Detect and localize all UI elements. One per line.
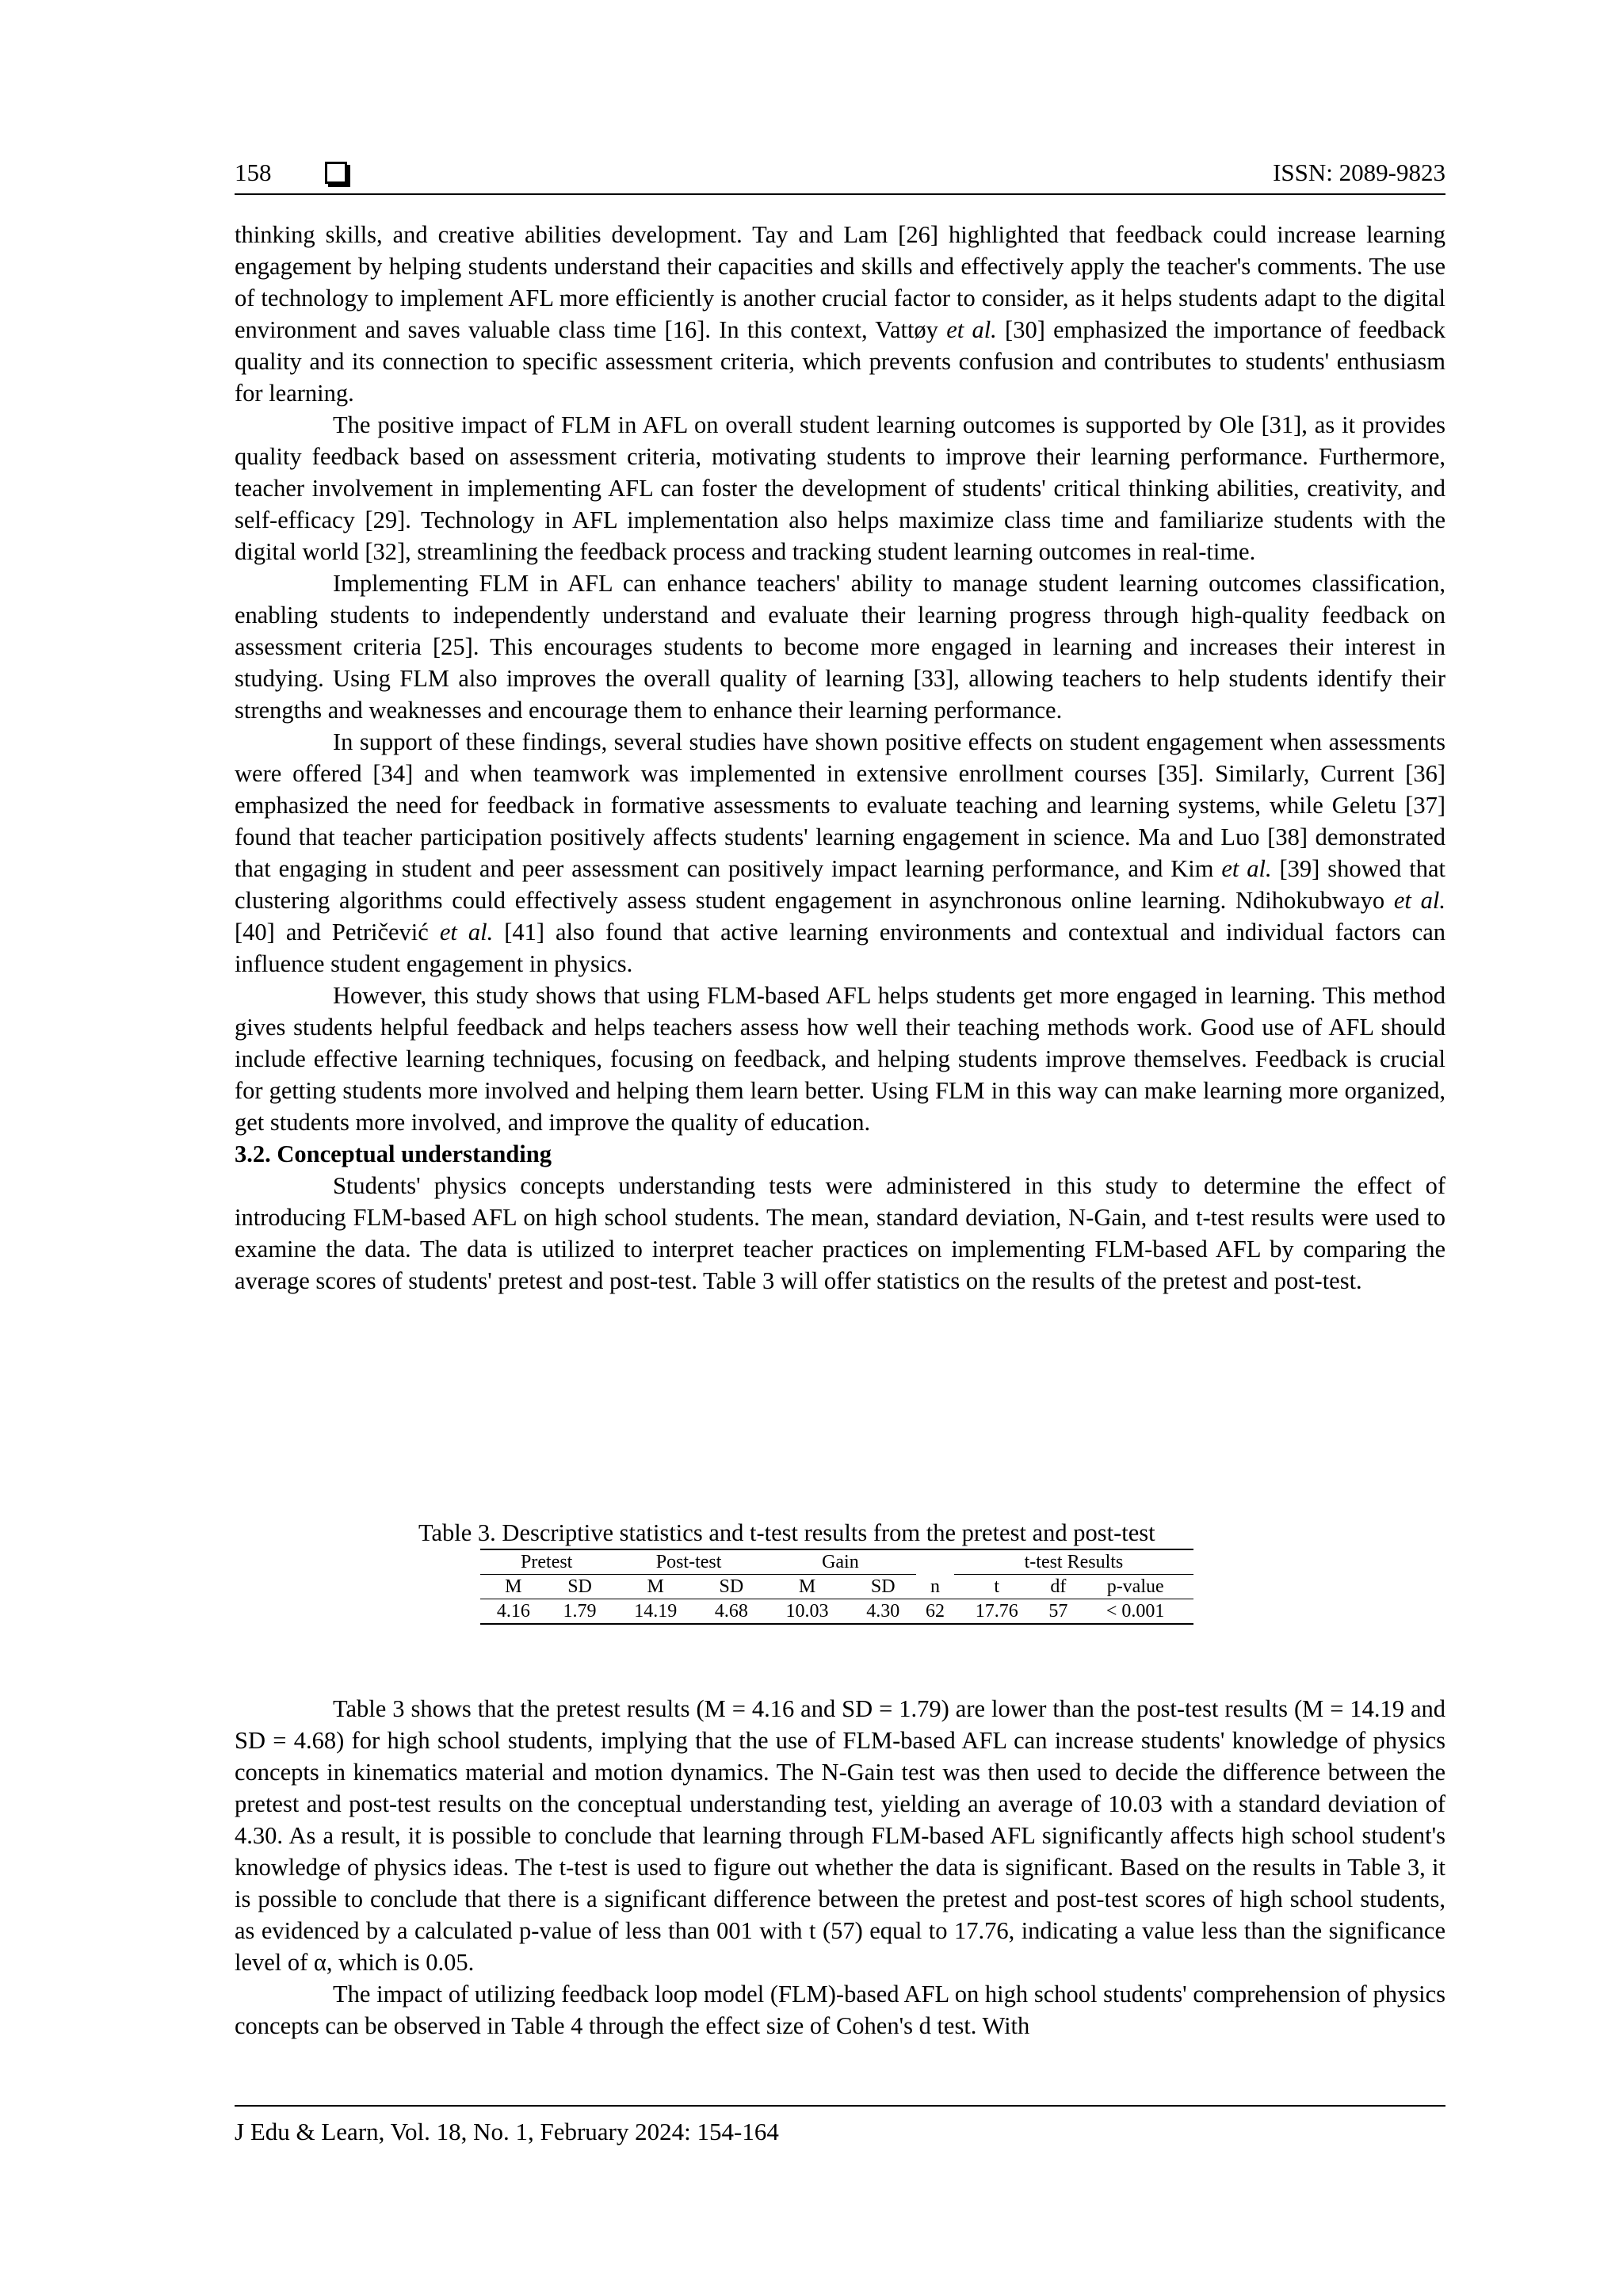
footer-citation: J Edu & Learn, Vol. 18, No. 1, February 2024: 154-164 [235, 2118, 779, 2145]
sub-header: M [647, 1576, 664, 1597]
sub-header: SD [567, 1576, 592, 1597]
table-cell: 4.30 [850, 1599, 916, 1625]
table-cell: 14.19 [613, 1599, 698, 1625]
main-text-continued [235, 1693, 1445, 2042]
table-group-header-row [480, 1549, 1193, 1575]
paragraph-7: Table 3 shows that the pretest results (M = 4.16 and SD = 1.79) are lower than the post-test results (M = 14.19 and SD = 4.68) for high school students, implying that the use of FLM-based AFL can increase students' knowledge of physics concepts in kinematics material and motion dynamics. The N-Gain test was then used to decide the difference between the pretest and post-test results on the conceptual understanding test, yielding an average of 10.03 with a standard deviation of 4.30. As a result, it is possible to conclude that learning through FLM-based AFL significantly affects high school student's knowledge of physics ideas. The t-test is used to figure out whether the data is significant. Based on the results in Table 3, it is possible to conclude that there is a significant difference between the pretest and post-test scores of high school students, as evidenced by a calculated p-value of less than 001 with t (57) equal to 17.76, indicating a value less than the significance level of α, which is 0.05. [235, 1695, 1445, 1976]
issn-label: ISSN: 2089-9823 [1273, 159, 1445, 186]
table-cell: 10.03 [765, 1599, 850, 1625]
paragraph-1: thinking skills, and creative abilities development. Tay and Lam [26] highlighted that feedback could increase learning engagement by helping students understand their capacities and skills and effectively apply the teacher's comments. The use of technology to implement AFL more efficiently is another crucial factor to consider, as it helps students adapt to the digital environment and saves valuable class time [16]. In this context, Vattøy et al. [30] emphasized the importance of feedback quality and its connection to specific assessment criteria, which prevents confusion and contributes to students' enthusiasm for learning. [235, 221, 1445, 407]
group-header-ttest: t-test Results [954, 1549, 1193, 1575]
table-cell: < 0.001 [1077, 1599, 1193, 1625]
sub-header: p-value [1106, 1576, 1164, 1597]
paragraph-8: The impact of utilizing feedback loop model (FLM)-based AFL on high school students' comprehension of physics concepts can be observed in Table 4 through the effect size of Cohen's d test. With [235, 1981, 1445, 2039]
paragraph-5: However, this study shows that using FLM-based AFL helps students get more engaged in learning. This method gives students helpful feedback and helps teachers assess how well their teaching methods work. Good use of AFL should include effective learning techniques, focusing on feedback, and helping students improve themselves. Feedback is crucial for getting students more involved and helping them learn better. Using FLM in this way can make learning more organized, get students more involved, and improve the quality of education. [235, 982, 1445, 1136]
paragraph-3: Implementing FLM in AFL can enhance teachers' ability to manage student learning outcomes classification, enabling students to independently understand and evaluate their learning progress through high-quality feedback on assessment criteria [25]. This encourages students to become more engaged in learning and increases their interest in studying. Using FLM also improves the overall quality of learning [33], allowing teachers to help students identify their strengths and weaknesses and encourage them to enhance their learning performance. [235, 570, 1445, 724]
page-footer [235, 2105, 1445, 2145]
sub-header: df [1050, 1576, 1067, 1597]
table-cell: 1.79 [547, 1599, 613, 1625]
group-header-pretest: Pretest [480, 1549, 613, 1575]
table-cell: 4.16 [480, 1599, 547, 1625]
page-number: 158 [235, 159, 272, 186]
table-cell: 57 [1040, 1599, 1078, 1625]
sub-header: M [798, 1576, 816, 1597]
section-heading: 3.2. Conceptual understanding [235, 1140, 552, 1167]
paragraph-4: In support of these findings, several studies have shown positive effects on student engagement when assessments were offered [34] and when teamwork was implemented in extensive enrollment courses [35]. Similarly, Current [36] emphasized the need for feedback in formative assessments to evaluate teaching and learning systems, while Geletu [37] found that teacher participation positively affects students' learning engagement in science. Ma and Luo [38] demonstrated that engaging in student and peer assessment can positively impact learning performance, and Kim et al. [39] showed that clustering algorithms could effectively assess student engagement in asynchronous online learning. Ndihokubwayo et al. [40] and Petričević et al. [41] also found that active learning environments and contextual and individual factors can influence student engagement in physics. [235, 728, 1445, 977]
paragraph-2: The positive impact of FLM in AFL on overall student learning outcomes is supported by Ole [31], as it provides quality feedback based on assessment criteria, motivating students to improve their learning performance. Furthermore, teacher involvement in implementing AFL can foster the development of students' critical thinking abilities, creativity, and self-efficacy [29]. Technology in AFL implementation also helps maximize class time and familiarize students with the digital world [32], streamlining the feedback process and tracking student learning outcomes in real-time. [235, 411, 1445, 565]
table-caption: Table 3. Descriptive statistics and t-test results from the pretest and post-test [418, 1519, 1155, 1546]
table-cell: 4.68 [698, 1599, 765, 1625]
table-row [480, 1599, 1193, 1625]
paragraph-6: Students' physics concepts understanding tests were administered in this study to determine the effect of introducing FLM-based AFL on high school students. The mean, standard deviation, N-Gain, and t-test results were used to examine the data. The data is utilized to interpret teacher practices on implementing FLM-based AFL by comparing the average scores of students' pretest and post-test. Table 3 will offer statistics on the results of the pretest and post-test. [235, 1172, 1445, 1294]
sub-header: n [930, 1576, 940, 1597]
sub-header: SD [719, 1576, 744, 1597]
table-sub-header-row [480, 1575, 1193, 1599]
table-3 [480, 1549, 1193, 1625]
group-header-gain: Gain [765, 1549, 916, 1575]
sub-header: t [994, 1576, 1000, 1597]
main-text [235, 219, 1445, 1297]
table-cell: 17.76 [954, 1599, 1040, 1625]
sub-header: M [505, 1576, 522, 1597]
page-header [235, 155, 1445, 195]
square-bullet-icon [325, 162, 347, 184]
group-header-posttest: Post-test [613, 1549, 764, 1575]
table-cell: 62 [916, 1599, 954, 1625]
group-header-n-spacer [916, 1549, 954, 1575]
sub-header: SD [870, 1576, 896, 1597]
